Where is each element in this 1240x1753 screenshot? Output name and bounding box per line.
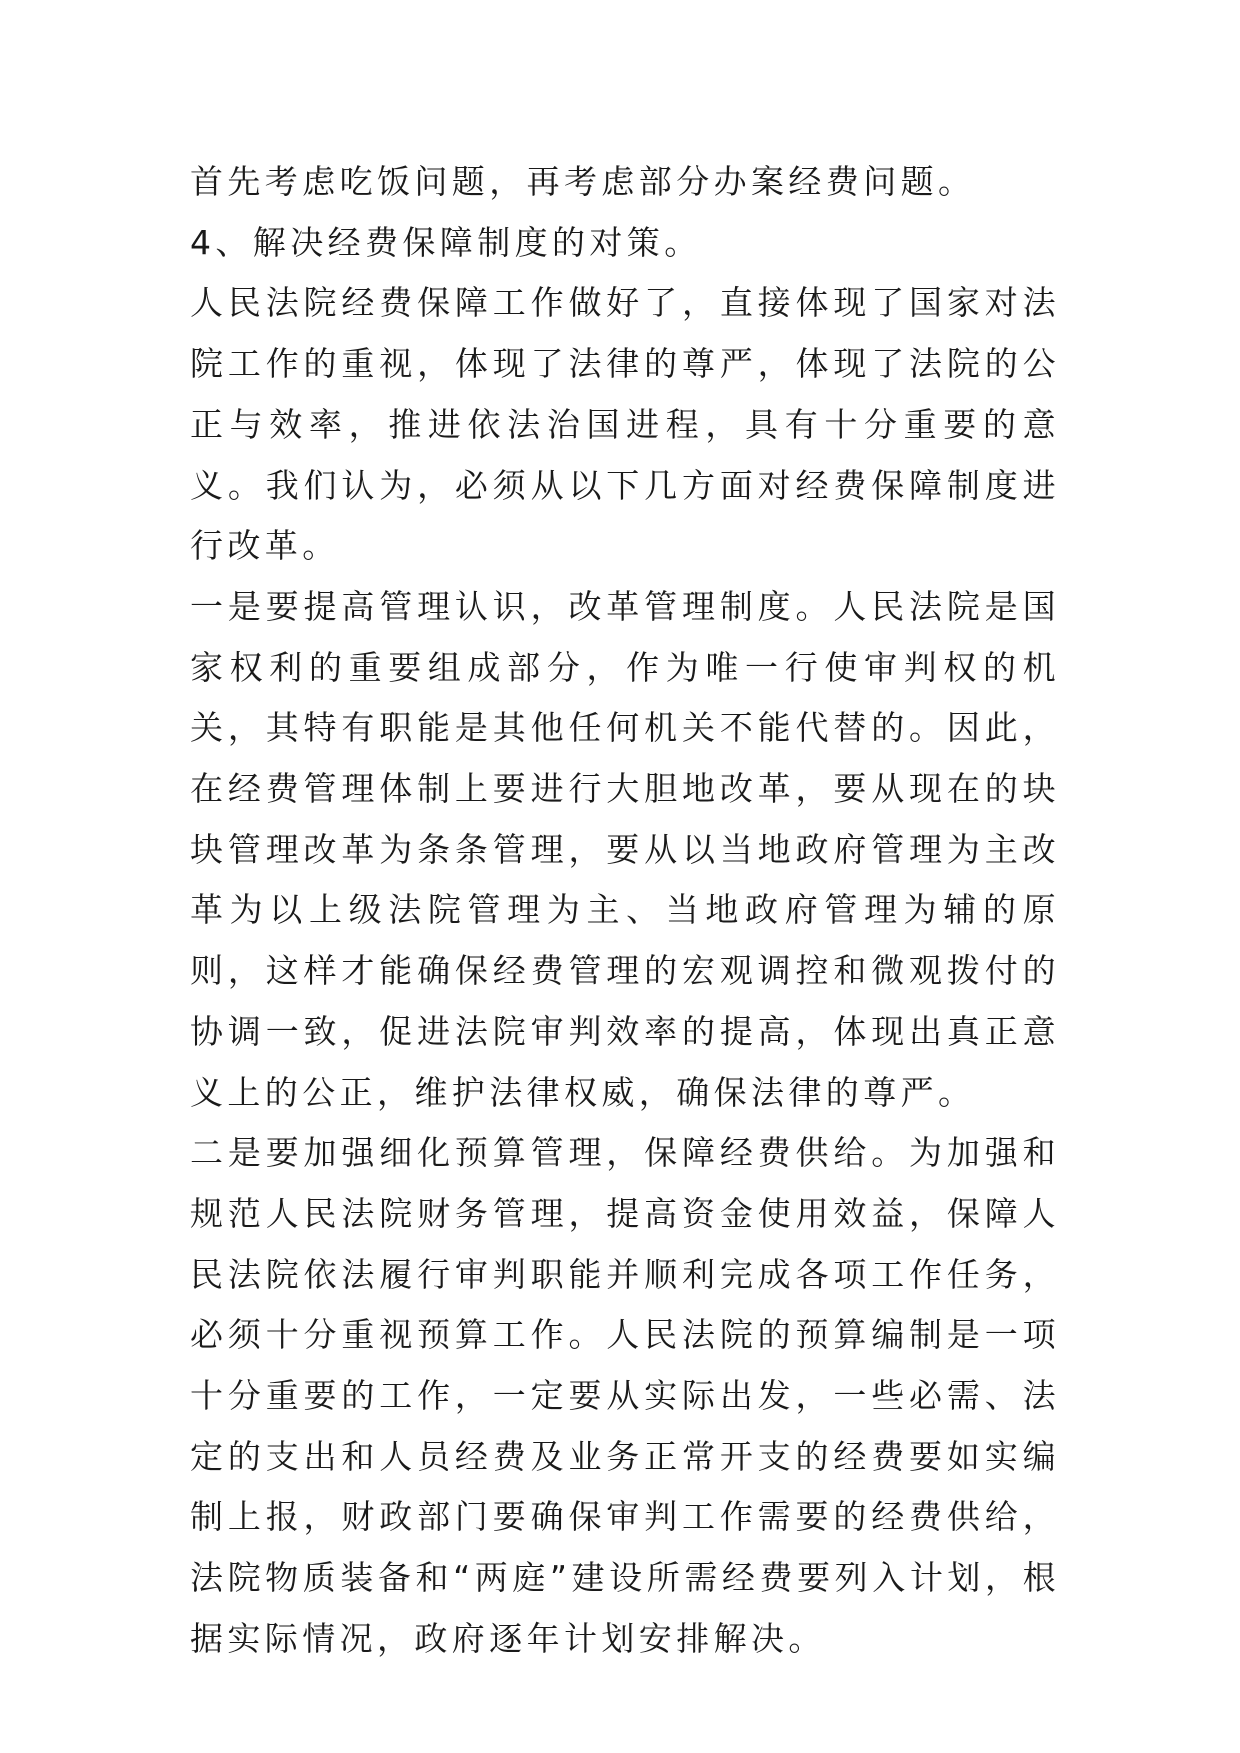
- body-text: [190, 152, 1060, 1670]
- section-heading: 4、解决经费保障制度的对策。: [190, 222, 702, 262]
- paragraph-point-two: 二是要加强细化预算管理，保障经费供给。为加强和规范人民法院财务管理，提高资金使用效益，保障人民法院依法履行审判职能并顺利完成各项工作任务，必须十分重视预算工作。人民法院的预算编制是一项十分重要的工作，一定要从实际出发，一些必需、法定的支出和人员经费及业务正常开支的经费要如实编制上报，财政部门要确保审判工作需要的经费供给，法院物质装备和“两庭”建设所需经费要列入计划，根据实际情况，政府逐年计划安排解决。: [190, 1133, 1060, 1658]
- paragraph-point-one: 一是要提高管理认识，改革管理制度。人民法院是国家权利的重要组成部分，作为唯一行使审判权的机关，其特有职能是其他任何机关不能代替的。因此，在经费管理体制上要进行大胆地改革，要从现在的块块管理改革为条条管理，要从以当地政府管理为主改革为以上级法院管理为主、当地政府管理为辅的原则，这样才能确保经费管理的宏观调控和微观拨付的协调一致，促进法院审判效率的提高，体现出真正意义上的公正，维护法律权威，确保法律的尊严。: [190, 586, 1060, 1112]
- paragraph-continuation: 首先考虑吃饭问题，再考虑部分办案经费问题。: [190, 162, 976, 201]
- paragraph-intro: 人民法院经费保障工作做好了，直接体现了国家对法院工作的重视，体现了法律的尊严，体现了法院的公正与效率，推进依法治国进程，具有十分重要的意义。我们认为，必须从以下几方面对经费保障制度进行改革。: [190, 283, 1060, 566]
